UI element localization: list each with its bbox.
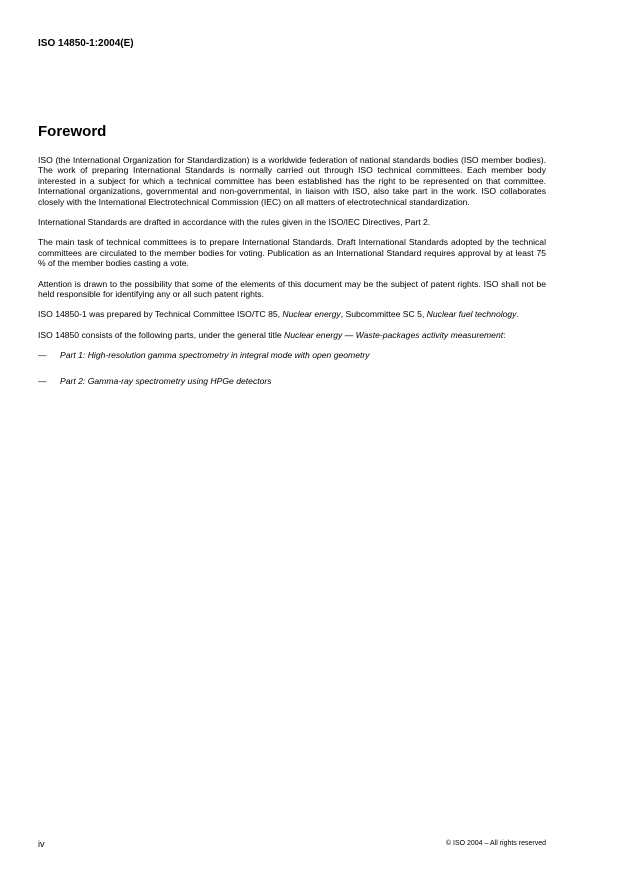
list-item-text: Part 2: Gamma-ray spectrometry using HPGe detectors: [60, 375, 272, 386]
list-item-text: Part 1: High-resolution gamma spectrometry in integral mode with open geometry: [60, 350, 370, 361]
paragraph-parts-intro: [38, 330, 546, 340]
prepared-by-text-3: .: [516, 309, 519, 320]
prepared-by-text-2: , Subcommittee SC 5,: [340, 309, 427, 320]
parts-list: [38, 350, 546, 386]
paragraph-prepared-by: [38, 309, 546, 319]
copyright-notice: © ISO 2004 – All rights reserved: [445, 840, 546, 847]
paragraph-technical-committees: The main task of technical committees is to prepare International Standards. Draft International Standards adopted by the technical committees are circulated to the member bodies for voting. Publication as an International Standard requires approval by at least 75 % of the member bodies casting a vote.: [38, 237, 546, 269]
section-title: Foreword: [38, 123, 107, 140]
paragraph-iso-federation: ISO (the International Organization for Standardization) is a worldwide federation of national standards bodies (ISO member bodies). The work of preparing International Standards is normally carried out through ISO technical committees. Each member body interested in a subject for which a technical committee has been established has the right to be represented on that committee. International organizations, governmental and non-governmental, in liaison with ISO, also take part in the work. ISO collaborates closely with the International Electrotechnical Commission (IEC) on all matters of electrotechnical standardization.: [38, 155, 546, 207]
page-number: iv: [38, 839, 45, 849]
prepared-by-text-1: ISO 14850-1 was prepared by Technical Committee ISO/TC 85,: [38, 309, 283, 320]
list-dash: —: [38, 350, 47, 361]
parts-general-title: Nuclear energy — Waste-packages activity measurement: [284, 329, 504, 340]
list-item: [38, 376, 546, 386]
paragraph-patent-rights: Attention is drawn to the possibility that some of the elements of this document may be the subject of patent rights. ISO shall not be held responsible for identifying any or all such patent rights.: [38, 278, 546, 300]
parts-intro-text-2: :: [503, 329, 506, 340]
parts-intro-text-1: ISO 14850 consists of the following parts, under the general title: [38, 329, 285, 340]
document-id-header: ISO 14850-1:2004(E): [38, 38, 134, 49]
foreword-body: [38, 155, 546, 401]
list-dash: —: [38, 375, 47, 386]
prepared-by-committee-title: Nuclear energy: [282, 309, 341, 320]
prepared-by-subcommittee-title: Nuclear fuel technology: [426, 309, 517, 320]
paragraph-directives: International Standards are drafted in accordance with the rules given in the ISO/IEC Directives, Part 2.: [38, 217, 431, 228]
list-item: [38, 350, 546, 360]
